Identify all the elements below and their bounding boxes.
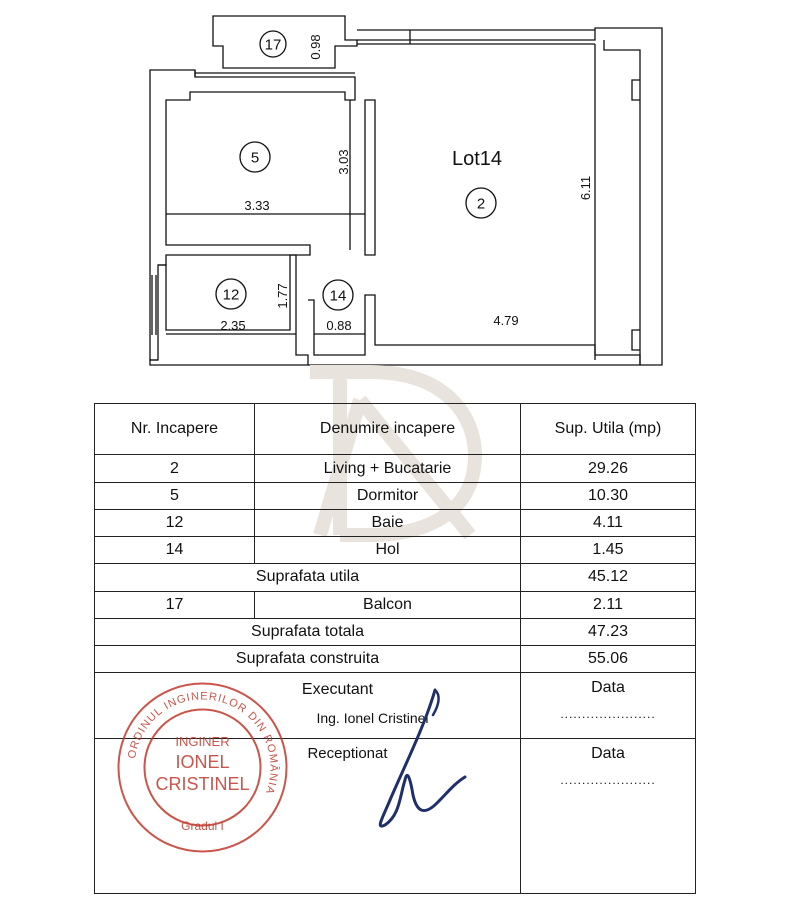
lot-label: Lot14 [451, 148, 503, 170]
executant-date-label: Data [591, 679, 625, 697]
row-name: Baie [255, 509, 521, 536]
dim-bedroom-height: 3.03 [336, 149, 351, 175]
suprafata-utila-value: 45.12 [521, 564, 696, 591]
wall-hall [308, 295, 640, 365]
engineer-stamp [115, 680, 290, 855]
row-name: Living + Bucatarie [255, 455, 521, 482]
dim-balcony-depth: 0.98 [308, 34, 323, 60]
room-2-number: 2 [476, 195, 486, 213]
executant-name: Ing. Ionel Cristinel [316, 710, 429, 727]
table-row [95, 591, 696, 618]
stamp-ring-text: ORDINUL INGINERILOR DIN ROMÂNIA [126, 690, 280, 797]
wall-bath [150, 255, 308, 365]
row-nr: 12 [95, 509, 255, 536]
executant-date-cell [521, 673, 696, 739]
table-row [95, 509, 696, 536]
suprafata-construita-label: Suprafata construita [95, 645, 521, 672]
suprafata-construita-row [95, 645, 696, 672]
header-nr: Nr. Incapere [95, 404, 255, 455]
room-5-number: 5 [250, 149, 260, 167]
row-area: 10.30 [521, 482, 696, 509]
receptionat-date-cell [521, 738, 696, 893]
header-name: Denumire incapere [255, 404, 521, 455]
table-row [95, 537, 696, 564]
stamp-line1: INGINER [175, 734, 230, 749]
dim-living-height: 6.11 [578, 175, 593, 201]
dim-hall-width: 0.88 [326, 318, 352, 333]
row-name: Balcon [255, 591, 521, 618]
executant-date-placeholder: ...................... [560, 707, 656, 722]
suprafata-utila-label: Suprafata utila [95, 564, 521, 591]
dim-bath-height: 1.77 [275, 283, 290, 309]
room-17-number: 17 [264, 36, 282, 54]
table-row [95, 455, 696, 482]
table-header-row [95, 404, 696, 455]
wall-bedroom [150, 70, 355, 360]
executant-label: Executant [301, 681, 374, 699]
room-12-number: 12 [222, 286, 240, 304]
row-name: Dormitor [255, 482, 521, 509]
row-nr: 17 [95, 591, 255, 618]
dim-bedroom-width: 3.33 [244, 198, 270, 213]
row-nr: 5 [95, 482, 255, 509]
row-area: 1.45 [521, 537, 696, 564]
dim-living-width: 4.79 [493, 313, 519, 328]
row-nr: 14 [95, 537, 255, 564]
floor-plan [0, 0, 793, 400]
row-area: 29.26 [521, 455, 696, 482]
room-14-number: 14 [329, 287, 347, 305]
suprafata-totala-label: Suprafata totala [95, 618, 521, 645]
suprafata-construita-value: 55.06 [521, 645, 696, 672]
receptionat-date-label: Data [591, 744, 625, 762]
row-nr: 2 [95, 455, 255, 482]
stamp-line3: CRISTINEL [155, 774, 250, 794]
stamp-line2: IONEL [175, 752, 230, 772]
suprafata-totala-row [95, 618, 696, 645]
suprafata-totala-value: 47.23 [521, 618, 696, 645]
row-area: 4.11 [521, 509, 696, 536]
suprafata-utila-row [95, 564, 696, 591]
row-area: 2.11 [521, 591, 696, 618]
table-row [95, 482, 696, 509]
dim-bath-width: 2.35 [220, 318, 246, 333]
receptionat-date-placeholder: ...................... [560, 772, 656, 787]
receptionat-label: Receptionat [307, 744, 388, 762]
signature-mark [355, 685, 470, 835]
row-name: Hol [255, 537, 521, 564]
header-area: Sup. Utila (mp) [521, 404, 696, 455]
stamp-grade: Gradul I [181, 819, 224, 833]
